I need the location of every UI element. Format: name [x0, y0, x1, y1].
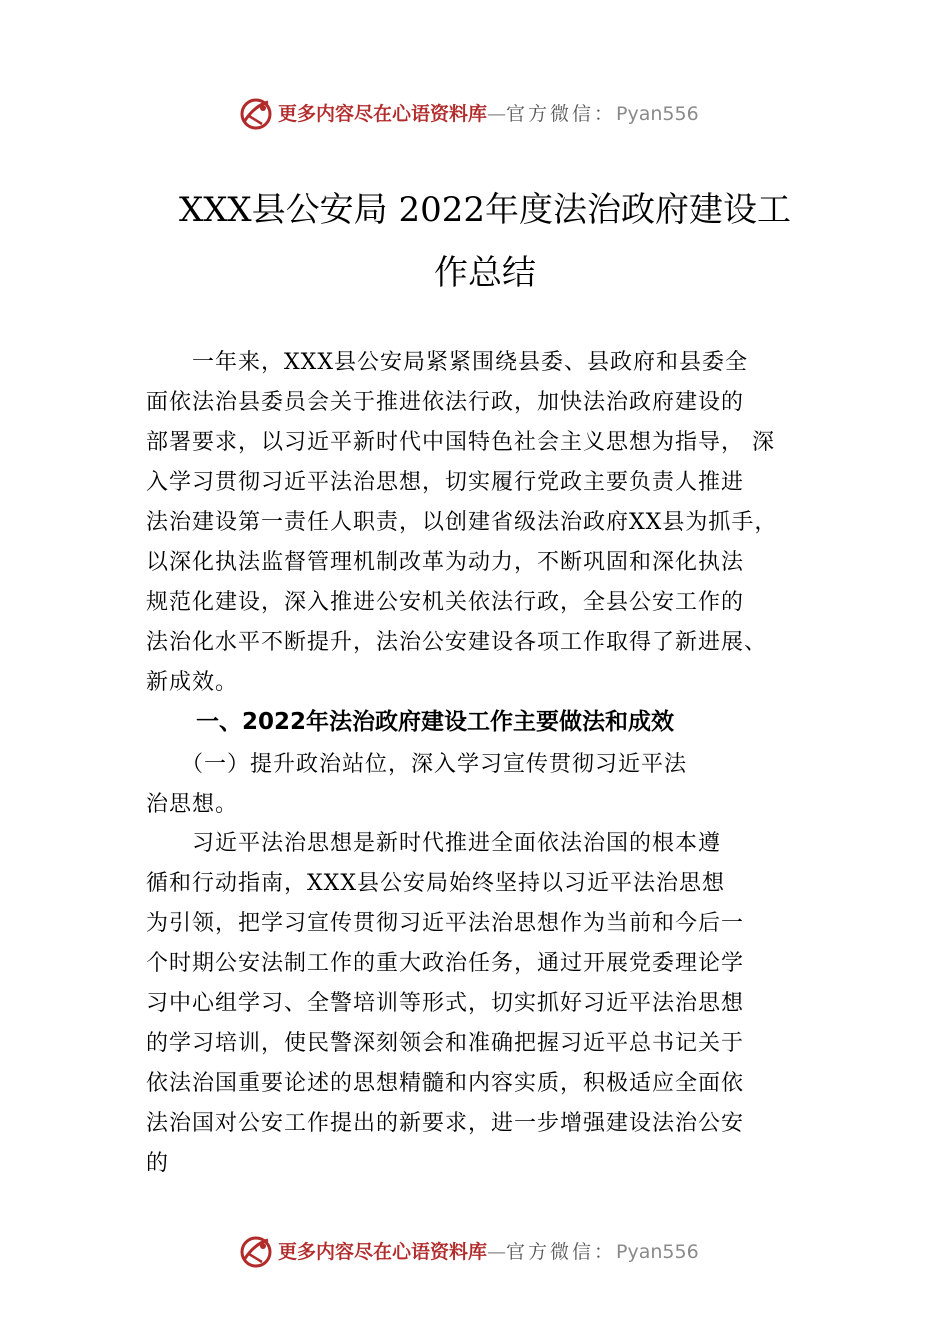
- wechat-id: Pyan556: [616, 1241, 699, 1263]
- separator: —: [487, 103, 507, 125]
- text-line: 法治化水平不断提升，法治公安建设各项工作取得了新进展、: [146, 630, 768, 655]
- wechat-id: Pyan556: [616, 103, 699, 125]
- document-title-line-1: XXX县公安局 2022年度法治政府建设工: [179, 190, 791, 230]
- text-line: 的: [146, 1151, 170, 1176]
- header-watermark-banner: [0, 94, 950, 138]
- text-line: 习近平法治思想是新时代推进全面依法治国的根本遵: [146, 831, 722, 856]
- section-heading: 一、2022年法治政府建设工作主要做法和成效: [196, 709, 675, 735]
- wechat-label: 官方微信：: [506, 103, 617, 125]
- footer-watermark-banner: [0, 1232, 950, 1276]
- brush-seal-logo-icon: [238, 96, 274, 132]
- text-line: 一年来，XXX县公安局紧紧围绕县委、县政府和县委全: [146, 350, 748, 375]
- text-line: 治思想。: [146, 792, 239, 817]
- text-line: 个时期公安法制工作的重大政治任务，通过开展党委理论学: [146, 951, 745, 976]
- text-line: 循和行动指南，XXX县公安局始终坚持以习近平法治思想: [146, 871, 725, 896]
- text-line: 新成效。: [146, 670, 239, 695]
- brand-text: 更多内容尽在心语资料库: [278, 103, 488, 125]
- text-line: 为引领，把学习宣传贯彻习近平法治思想作为当前和今后一: [146, 911, 745, 936]
- text-line: 法治建设第一责任人职责，以创建省级法治政府XX县为抓手，: [146, 510, 778, 535]
- watermark-text: [278, 1239, 699, 1265]
- text-line: 入学习贯彻习近平法治思想，切实履行党政主要负责人推进: [146, 470, 745, 495]
- brush-seal-logo-icon: [238, 1234, 274, 1270]
- text-line: 的学习培训，使民警深刻领会和准确把握习近平总书记关于: [146, 1031, 745, 1056]
- text-line: 规范化建设，深入推进公安机关依法行政，全县公安工作的: [146, 590, 745, 615]
- text-line: 法治国对公安工作提出的新要求，进一步增强建设法治公安: [146, 1111, 745, 1136]
- text-line: 以深化执法监督管理机制改革为动力，不断巩固和深化执法: [146, 550, 745, 575]
- brand-text: 更多内容尽在心语资料库: [278, 1241, 488, 1263]
- text-line: 部署要求，以习近平新时代中国特色社会主义思想为指导， 深: [146, 430, 775, 455]
- text-line: 面依法治县委员会关于推进依法行政，加快法治政府建设的: [146, 390, 745, 415]
- wechat-label: 官方微信：: [506, 1241, 617, 1263]
- separator: —: [487, 1241, 507, 1263]
- text-line: 习中心组学习、全警培训等形式，切实抓好习近平法治思想: [146, 991, 745, 1016]
- watermark-text: [278, 101, 699, 127]
- text-line: 依法治国重要论述的思想精髓和内容实质，积极适应全面依: [146, 1071, 745, 1096]
- text-line: （一）提升政治站位，深入学习宣传贯彻习近平法: [146, 752, 688, 777]
- document-title-line-2: 作总结: [434, 253, 536, 293]
